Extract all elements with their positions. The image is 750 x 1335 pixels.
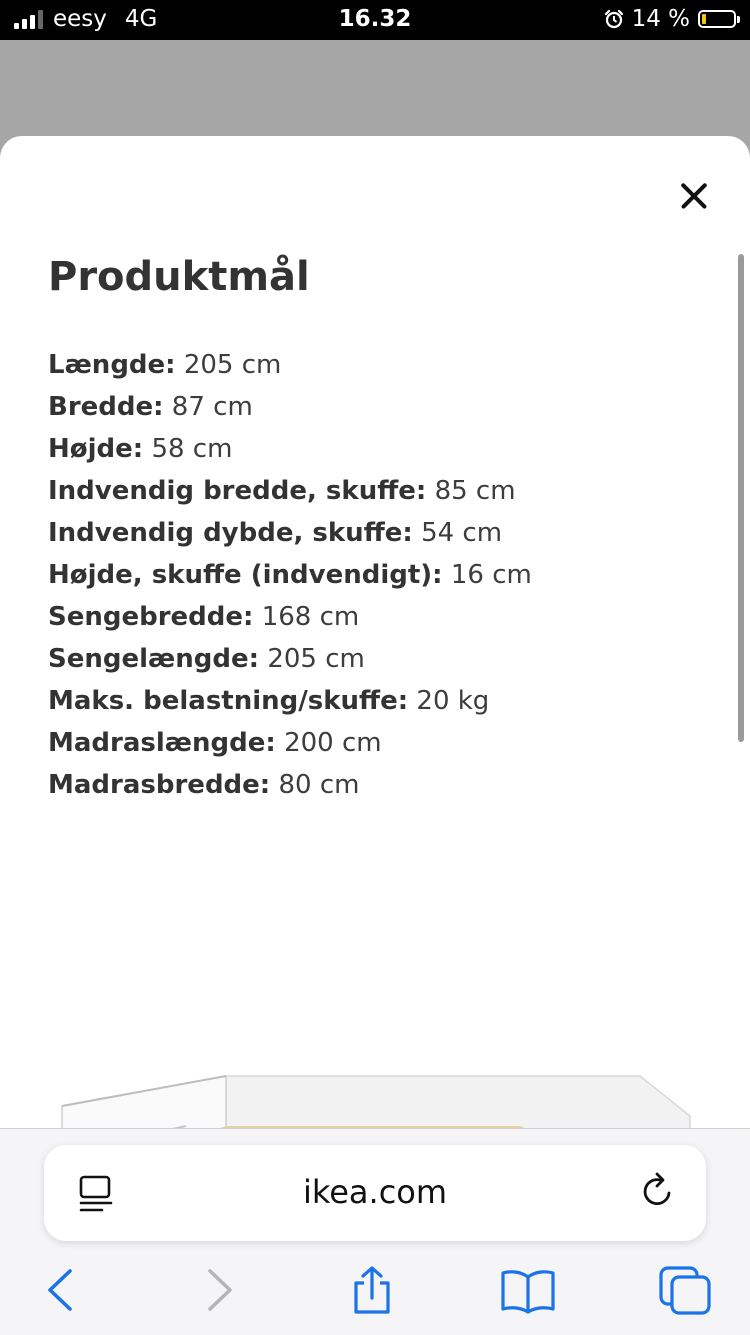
dimension-row: [48, 680, 532, 722]
page-title: Produktmål: [48, 254, 310, 300]
dimension-row: [48, 470, 532, 512]
carrier-name: eesy: [53, 6, 107, 32]
share-icon[interactable]: [350, 1265, 394, 1315]
dimension-label: Sengelængde:: [48, 644, 260, 674]
product-dimensions-sheet: [0, 136, 750, 1176]
dimension-label: Højde, skuffe (indvendigt):: [48, 560, 443, 590]
dimension-row: [48, 554, 532, 596]
dimension-value: 205 cm: [267, 644, 365, 674]
dimension-row: [48, 596, 532, 638]
dimension-label: Indvendig dybde, skuffe:: [48, 518, 413, 548]
dimension-row: [48, 344, 532, 386]
dimension-label: Bredde:: [48, 392, 164, 422]
dimension-row: [48, 638, 532, 680]
dimension-row: [48, 428, 532, 470]
dimension-row: [48, 512, 532, 554]
dimension-value: 205 cm: [183, 350, 282, 380]
url-text[interactable]: ikea.com: [302, 1173, 448, 1211]
dimension-label: Indvendig bredde, skuffe:: [48, 476, 427, 506]
dimensions-list: [48, 344, 532, 806]
clock: 16.32: [338, 6, 412, 32]
back-icon[interactable]: [40, 1265, 84, 1315]
dimension-value: 200 cm: [284, 728, 382, 758]
alarm-icon: [604, 9, 624, 29]
network-type: 4G: [124, 6, 158, 32]
forward-icon[interactable]: [196, 1265, 240, 1315]
status-bar: [0, 0, 750, 40]
dimension-value: 168 cm: [261, 602, 360, 632]
dimension-value: 80 cm: [278, 770, 360, 800]
dimension-row: [48, 764, 532, 806]
dimension-row: [48, 722, 532, 764]
tabs-icon[interactable]: [658, 1265, 712, 1315]
dimension-value: 16 cm: [450, 560, 532, 590]
address-bar[interactable]: [44, 1145, 706, 1241]
browser-toolbar: [0, 1128, 750, 1335]
dimension-value: 85 cm: [434, 476, 516, 506]
scrollbar[interactable]: [738, 254, 744, 742]
dimension-value: 87 cm: [171, 392, 253, 422]
battery-percent: 14 %: [631, 6, 690, 32]
close-icon[interactable]: [676, 178, 712, 214]
dimension-value: 54 cm: [421, 518, 503, 548]
reload-icon[interactable]: [640, 1171, 676, 1211]
dimension-label: Madrasbredde:: [48, 770, 271, 800]
bookmarks-icon[interactable]: [500, 1265, 556, 1315]
dimension-label: Sengebredde:: [48, 602, 254, 632]
battery-level-fill: [702, 14, 706, 24]
dimension-label: Længde:: [48, 350, 176, 380]
status-right: [604, 6, 736, 32]
dimension-label: Højde:: [48, 434, 144, 464]
dimension-value: 58 cm: [151, 434, 233, 464]
dimension-value: 20 kg: [416, 686, 490, 716]
dimension-label: Madraslængde:: [48, 728, 276, 758]
dimension-label: Maks. belastning/skuffe:: [48, 686, 409, 716]
dimension-row: [48, 386, 532, 428]
battery-icon: [698, 10, 736, 28]
